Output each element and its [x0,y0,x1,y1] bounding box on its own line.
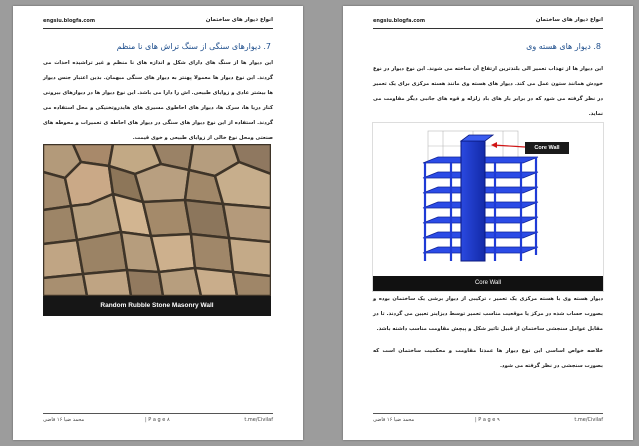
header-url[interactable]: engsiu.blogfa.com [43,18,96,24]
header-url[interactable]: engsiu.blogfa.com [373,18,426,24]
header-title: انواع دیوار های ساختمان [535,17,603,23]
footer-author: محمد ضیا ۱۶ قاضی [373,417,415,423]
footer-author: محمد ضیا ۱۶ قاضی [43,417,85,423]
footer-page-number: | P a g e ۹ [475,417,500,423]
body-paragraph-2: دیوار هسته وی با هسته مرکزی یک تعمیر ، ترکیبی از دیوار برشی یک ساختمان بوده و بصورت حساب شده در مرکز یا موقعیت مناسب تعمیر توسط دیزاینر تعیین می گردند. تا در مقابل عوامل سنجشی ساختمان از قبیل تاثیر شکل و پیچش مقاومت مناسب داشته باشد. [373,296,603,332]
core-wall-image [372,122,604,292]
body-paragraph-3: خلاصه خواص اساسی این نوع دیوار ها عمدتا مقاومت و محکمیت ساختمان است که بصورت سنجشی در نظر گرفته می شود. [373,348,603,369]
body-paragraph-1: این دیوار ها از تهداب تعمیر الی بلندترین ارتفاع آن ساخته می شوند. این نوع دیوار در نوع خودش همانند ستون عمل می کند. دیوار های هسته وی مانند هسته مرکزی برای یک تعمیر در نظر گرفته می شود که در برابر بار های باد زلزله و قوه های جانبی دیگر مقاومت می نماید. [373,66,603,117]
body-paragraph: این دیوار ها از سنگ های دارای شکل و اندازه های نا منظم و غیر تراشیده احداث می گردند. این نوع دیوار ها معمولا پهنتر به دیوار های سنگی مبهمان. بدین اعتبار جنس دیوار ها بیشتر عادی و زوایای طبیعی. اش را دارا می باشد. این نوع دیوار ها در دیوارهای بیرونی کنار دریا ها، سرک ها، دیوار های احاطوی مسیری های هایدروتخنیکی و محل استفاده می گردند. استفاده از این نوع دیوار های سنگی در دیوار های احاطه ی تعمیرات و محوطه های صنعتی ومحل نوع خالی از زوایای طبیعی و خوی قیمت. [43,60,273,141]
stone-texture [43,144,271,296]
footer-channel[interactable]: t.me/Civilaf [244,417,273,423]
footer-page-number: | P a g e ۸ [145,417,170,423]
image-caption: Core Wall [373,276,603,291]
footer-divider [373,413,603,414]
header-title: انواع دیوار های ساختمان [205,17,273,23]
page-left [13,6,303,440]
footer-divider [43,413,273,414]
core-wall-callout: Core Wall [525,142,569,154]
section-heading: 7. دیوارهای سنگی از سنگ تراش های نا منظم [116,42,271,51]
section-heading: 8. دیوار های هسته وی [526,42,601,51]
header-divider [43,28,273,29]
stone-wall-image [43,144,271,316]
page-right [343,6,633,440]
image-caption: Random Rubble Stone Masonry Wall [43,296,271,316]
footer-channel[interactable]: t.me/Civilaf [574,417,603,423]
header-divider [373,28,603,29]
